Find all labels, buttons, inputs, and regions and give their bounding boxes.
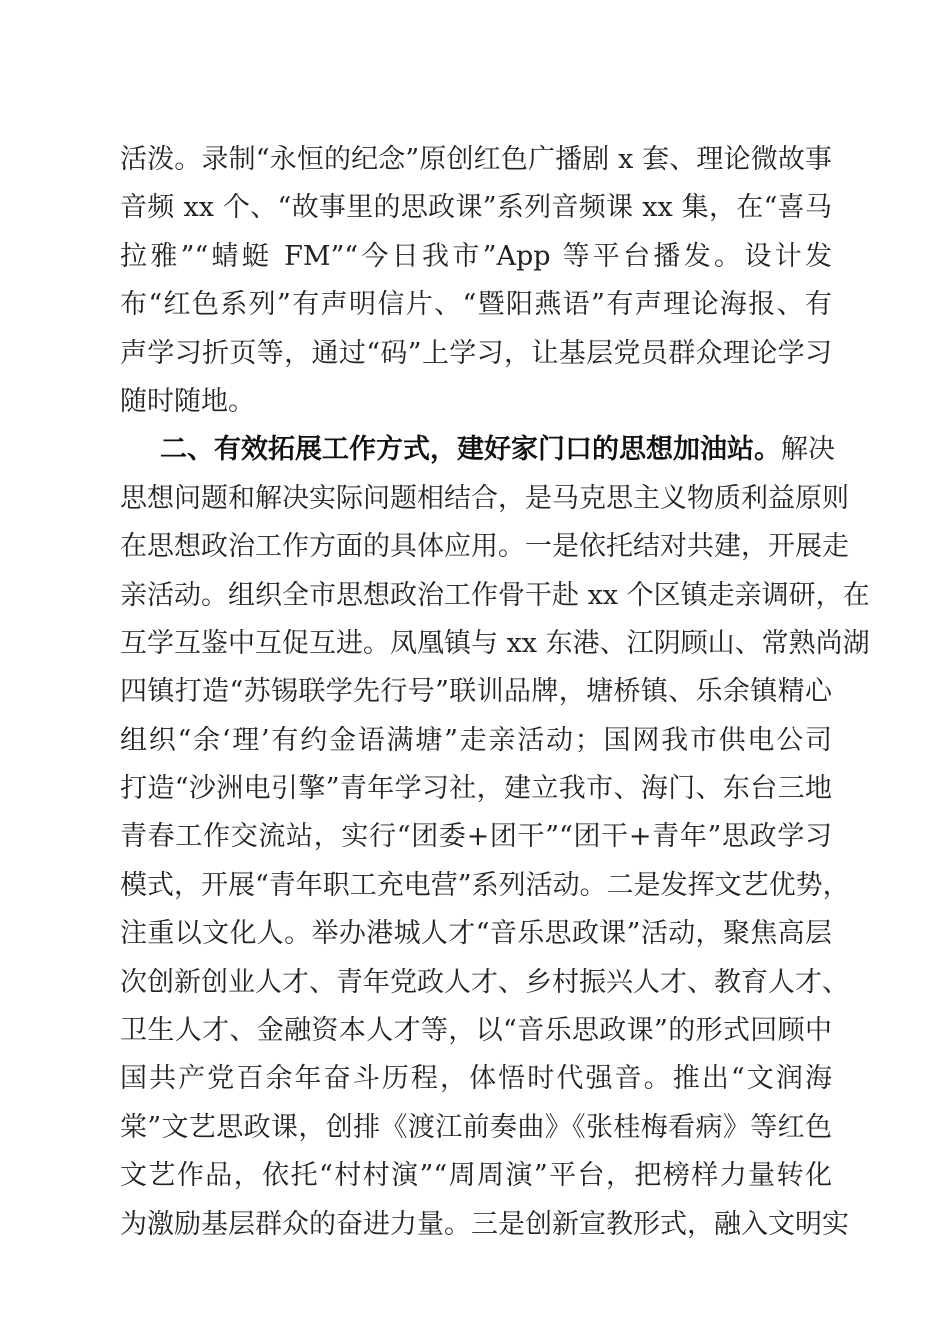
text-line: 互学互鉴中互促互进。凤凰镇与 xx 东港、江阴顾山、常熟尚湖 xyxy=(120,627,870,659)
text-line: 活泼。录制“永恒的纪念”原创红色广播剧 x 套、理论微故事 xyxy=(120,144,832,175)
section-heading: 二、有效拓展工作方式，建好家门口的思想加油站。 xyxy=(160,434,781,466)
document-page xyxy=(120,136,870,1249)
heading-line-text: 解决 xyxy=(781,434,835,466)
text-line: 注重以文化人。举办港城人才“音乐思政课”活动，聚焦高层 xyxy=(120,918,832,950)
text-line: 卫生人才、金融资本人才等，以“音乐思政课”的形式回顾中 xyxy=(120,1015,832,1047)
text-line: 组织“余‘理’有约金语满塘”走亲活动；国网我市供电公司 xyxy=(120,724,832,756)
text-line: 模式，开展“青年职工充电营”系列活动。二是发挥文艺优势， xyxy=(120,869,850,901)
text-line: 亲活动。组织全市思想政治工作骨干赴 xx 个区镇走亲调研，在 xyxy=(120,579,870,611)
text-line: 音频 xx 个、“故事里的思政课”系列音频课 xx 集，在“喜马 xyxy=(120,192,832,224)
text-line: 四镇打造“苏锡联学先行号”联训品牌，塘桥镇、乐余镇精心 xyxy=(120,676,832,708)
paragraph-1 xyxy=(120,136,832,426)
section-heading-line xyxy=(120,426,835,474)
text-line: 声学习折页等，通过“码”上学习，让基层党员群众理论学习 xyxy=(120,337,832,369)
text-line: 打造“沙洲电引擎”青年学习社，建立我市、海门、东台三地 xyxy=(120,773,832,805)
text-line: 棠”文艺思政课，创排《渡江前奏曲》《张桂梅看病》等红色 xyxy=(120,1111,832,1143)
text-line: 布“红色系列”有声明信片、“暨阳燕语”有声理论海报、有 xyxy=(120,289,832,321)
text-line: 思想问题和解决实际问题相结合，是马克思主义物质利益原则 xyxy=(120,482,849,514)
text-line: 国共产党百余年奋斗历程，体悟时代强音。推出“文润海 xyxy=(120,1063,832,1095)
text-line: 随时随地。 xyxy=(120,385,255,417)
text-line: 文艺作品，依托“村村演”“周周演”平台，把榜样力量转化 xyxy=(120,1160,832,1192)
text-line: 为激励基层群众的奋进力量。三是创新宣教形式，融入文明实 xyxy=(120,1208,849,1240)
paragraph-2 xyxy=(120,426,870,1249)
text-line: 次创新创业人才、青年党政人才、乡村振兴人才、教育人才、 xyxy=(120,966,849,998)
text-line: 青春工作交流站，实行“团委+团干”“团干+青年”思政学习 xyxy=(120,821,832,853)
text-line: 在思想政治工作方面的具体应用。一是依托结对共建，开展走 xyxy=(120,531,849,563)
text-line: 拉雅”“蜻蜓 FM”“今日我市”App 等平台播发。设计发 xyxy=(120,240,832,272)
